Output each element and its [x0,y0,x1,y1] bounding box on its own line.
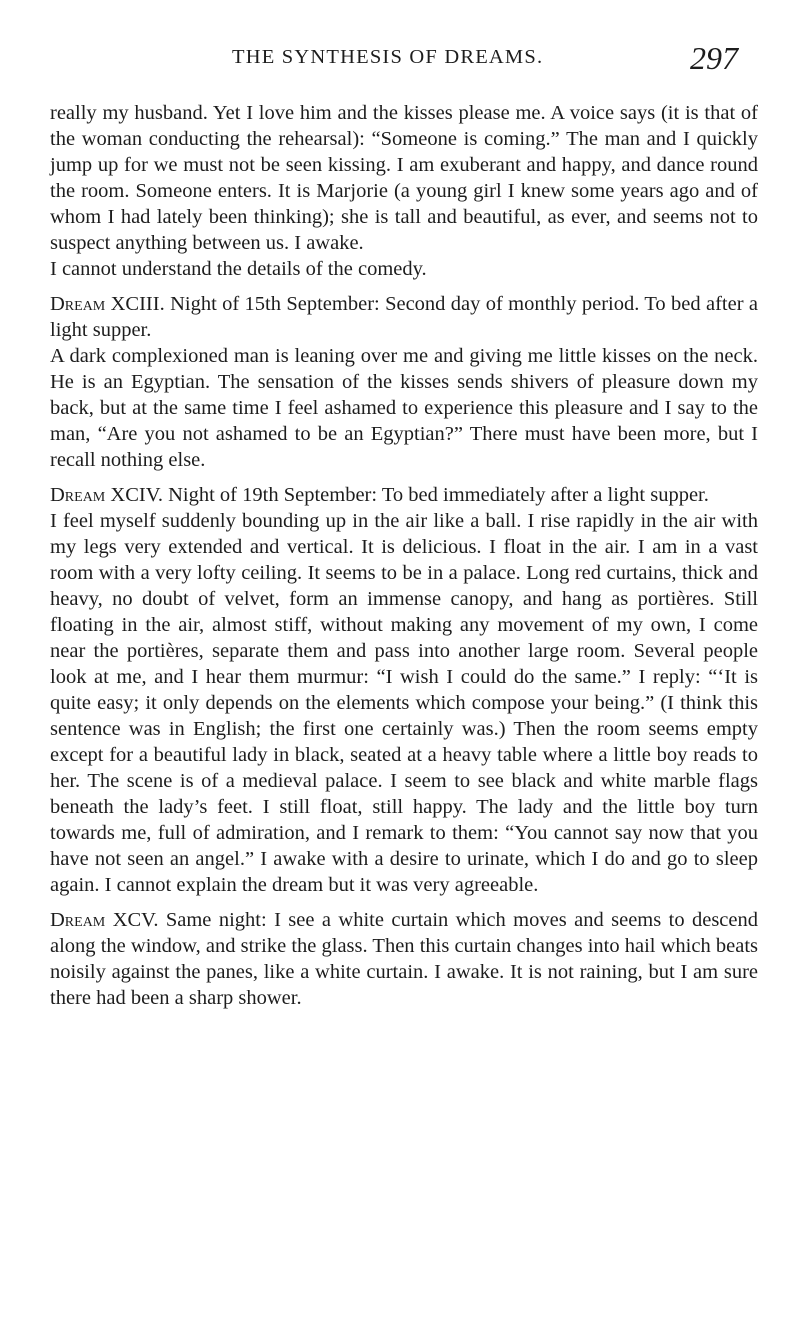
page-header [0,40,800,80]
dream-label: Dream [50,909,106,931]
dream-xciv-body: I feel myself suddenly bounding up in the air like a ball. I rise rapidly in the air with my legs very extended and vertical. It is delicious. I float in the air. I am in a vast room with a very lofty ceiling. It seems to be in a palace. Long red curtains, thick and heavy, no doubt of velvet, form an immense canopy, and hang as portières. Still floating in the air, almost stiff, without making any movement of my own, I come near the portières, separate them and pass into another large room. Several people look at me, and I hear them murmur: “I wish I could do the same.” I reply: “‘It is quite easy; it only depends on the elements which compose your being.” (I think this sentence was in English; the first one certainly was.) Then the room seems empty except for a beautiful lady in black, seated at a heavy table where a little boy reads to her. The scene is of a medieval palace. I seem to see black and white marble flags beneath the lady’s feet. I still float, still happy. The lady and the little boy turn towards me, full of admiration, and I remark to them: “You cannot say now that you have not seen an angel.” I awake with a desire to urinate, which I do and go to sleep again. I cannot explain the dream but it was very agreeable. [50,510,758,896]
dream-label: Dream [50,484,106,506]
running-title: THE SYNTHESIS OF DREAMS. [232,46,544,68]
dream-number: XCIII. [110,293,165,315]
dream-xciii-heading-paragraph [50,291,758,343]
paragraph: I cannot understand the details of the comedy. [50,258,427,280]
page-body [50,100,758,1011]
dream-intro: Night of 15th September: Second day of monthly period. To bed after a light supper. [50,293,758,341]
dream-xciii-body: A dark complexioned man is leaning over me and giving me little kisses on the neck. He is an Egyptian. The sensation of the kisses sends shivers of pleasure down my back, but at the same time I feel ashamed to experience this pleasure and I say to the man, “Are you not ashamed to be an Egyptian?” There must have been more, but I recall nothing else. [50,345,758,471]
dream-number: XCIV. [110,484,163,506]
dream-xcv-paragraph [50,907,758,1011]
dream-xciv-heading-paragraph [50,482,758,508]
dream-intro: Same night: I see a white curtain which moves and seems to descend along the window, and strike the glass. Then this curtain changes into hail which beats noisily against the panes, like a white curtain. I awake. It is not raining, but I am sure there had been a sharp shower. [50,909,759,1009]
page-number: 297 [690,40,738,76]
dream-number: XCV. [112,909,159,931]
paragraph: really my husband. Yet I love him and the kisses please me. A voice says (it is that of the woman conducting the rehearsal): “Someone is coming.” The man and I quickly jump up for we must not be seen kissing. I am exuberant and happy, and dance round the room. Someone enters. It is Marjorie (a young girl I knew some years ago and of whom I had lately been thinking); she is tall and beautiful, as ever, and seems not to suspect anything between us. I awake. [50,102,758,254]
dream-label: Dream [50,293,106,315]
dream-intro: Night of 19th September: To bed immediately after a light supper. [162,484,709,506]
